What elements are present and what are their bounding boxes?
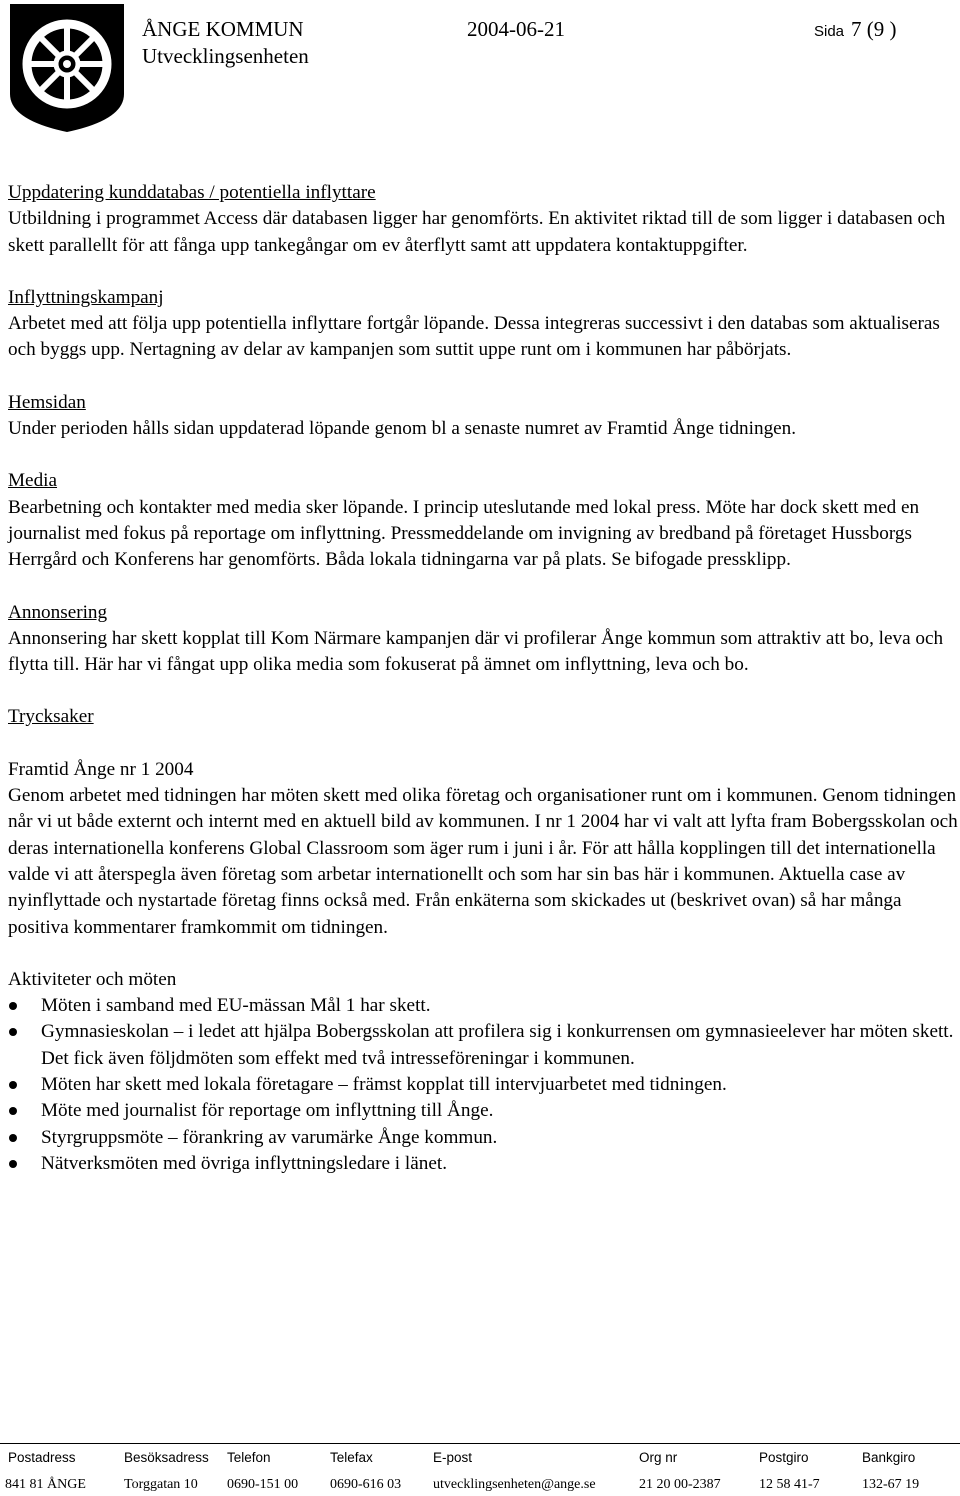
footer-label-postadress: Postadress — [8, 1450, 76, 1465]
coat-of-arms-logo — [8, 2, 126, 134]
document-body — [8, 180, 958, 1177]
section-body: Under perioden hålls sidan uppdaterad löpande genom bl a senaste numret av Framtid Ånge tidningen. — [8, 418, 797, 440]
document-date: 2004-06-21 — [467, 17, 565, 41]
section-heading: Inflyttningskampanj — [8, 286, 164, 308]
footer-value-orgnr: 21 20 00-2387 — [639, 1477, 721, 1492]
aktiviteter-heading: Aktiviteter och möten — [8, 968, 177, 990]
trycksaker-subheading: Framtid Ånge nr 1 2004 — [8, 758, 194, 780]
section-body: Utbildning i programmet Access där databasen ligger har genomförts. En aktivitet riktad till de som ligger i databasen och skett parallellt för att fånga upp tankegångar om ev återflytt samt att uppdatera kontaktuppgifter. — [8, 208, 946, 256]
footer-value-postadress: 841 81 ÅNGE — [5, 1477, 86, 1492]
list-item: Nätverksmöten med övriga inflyttningsledare i länet. — [8, 1151, 958, 1177]
section-body: Bearbetning och kontakter med media sker löpande. I princip uteslutande med lokal press. Möte har dock skett med en journalist med fokus på reportage om inflyttning. Pressmeddelande om invigning av bredband på företaget Hussborgs Herrgård och Konferens har genomförts. Båda lokala tidningarna var på plats. Se bifogade pressklipp. — [8, 496, 920, 571]
list-item: Möten har skett med lokala företagare – främst kopplat till intervjuarbetet med tidningen. — [8, 1072, 958, 1098]
page-number: 7 (9 ) — [851, 17, 897, 41]
list-item: Styrgruppsmöte – förankring av varumärke Ånge kommun. — [8, 1125, 958, 1151]
footer-label-bankgiro: Bankgiro — [862, 1450, 916, 1465]
footer-label-telefax: Telefax — [330, 1450, 373, 1465]
section-heading: Uppdatering kunddatabas / potentiella inflyttare — [8, 182, 376, 203]
footer-value-telefon: 0690-151 00 — [227, 1477, 299, 1492]
list-item: Möten i samband med EU-mässan Mål 1 har skett. — [8, 993, 958, 1019]
footer-value-telefax: 0690-616 03 — [330, 1477, 402, 1492]
org-name: ÅNGE KOMMUN — [142, 17, 304, 41]
section-heading: Annonsering — [8, 601, 108, 623]
page-footer — [0, 1443, 960, 1496]
section-body: Arbetet med att följa upp potentiella inflyttare fortgår löpande. Dessa integreras successivt i den databas som aktualiseras och byggs upp. Nertagning av delar av kampanjen som suttit uppe runt om i kommunen har påbörjats. — [8, 313, 940, 361]
footer-label-postgiro: Postgiro — [759, 1450, 809, 1465]
page-label: Sida — [814, 23, 845, 40]
footer-label-epost: E-post — [433, 1450, 473, 1465]
list-item: Möte med journalist för reportage om inflyttning till Ånge. — [8, 1098, 958, 1124]
department-name: Utvecklingsenheten — [142, 44, 309, 68]
section-heading: Media — [8, 470, 58, 492]
section-body: Annonsering har skett kopplat till Kom Närmare kampanjen där vi profilerar Ånge kommun som attraktiv att bo, leva och flytta till. Här har vi fångat upp olika media som fokuserat på ämnet om inflyttning, leva och bo. — [8, 627, 944, 676]
footer-value-besoksadress: Torggatan 10 — [124, 1477, 198, 1492]
footer-label-telefon: Telefon — [227, 1450, 271, 1465]
footer-value-epost[interactable]: utvecklingsenheten@ange.se — [433, 1477, 596, 1492]
footer-value-bankgiro: 132-67 19 — [862, 1477, 920, 1492]
wheel-icon — [27, 24, 107, 104]
footer-divider — [0, 1443, 960, 1444]
trycksaker-body: Genom arbetet med tidningen har möten skett med olika företag och organisationer runt om i kommunen. Genom tidningen når vi ut både externt och internt med en aktuell bild av kommunen. I nr 1 2004 har vi valt att lyfta fram Bobergsskolan och deras internationella konferens Global Classroom som äger rum i juni i år. För att hålla kopplingen till det internationella valde vi att återspegla även företag som arbetar internationellt och som har sin bas här i kommunen. Aktuella case av nyinflyttade och nystartade företag finns också med. Från enkäterna som skickades ut (beskrivet ovan) så har många positiva kommentarer framkommit om tidningen. — [8, 785, 958, 938]
section-heading: Hemsidan — [8, 391, 86, 413]
footer-value-postgiro: 12 58 41-7 — [759, 1477, 820, 1492]
aktiviteter-list — [8, 993, 958, 1177]
list-item: Gymnasieskolan – i ledet att hjälpa Bobergsskolan att profilera sig i konkurrensen om gymnasieelever har möten skett. Det fick även följdmöten som effekt med två intresseföreningar i kommunen. — [8, 1019, 958, 1072]
footer-label-besoksadress: Besöksadress — [124, 1450, 209, 1465]
footer-label-orgnr: Org nr — [639, 1450, 678, 1465]
page-indicator — [814, 17, 897, 42]
trycksaker-heading: Trycksaker — [8, 706, 94, 728]
